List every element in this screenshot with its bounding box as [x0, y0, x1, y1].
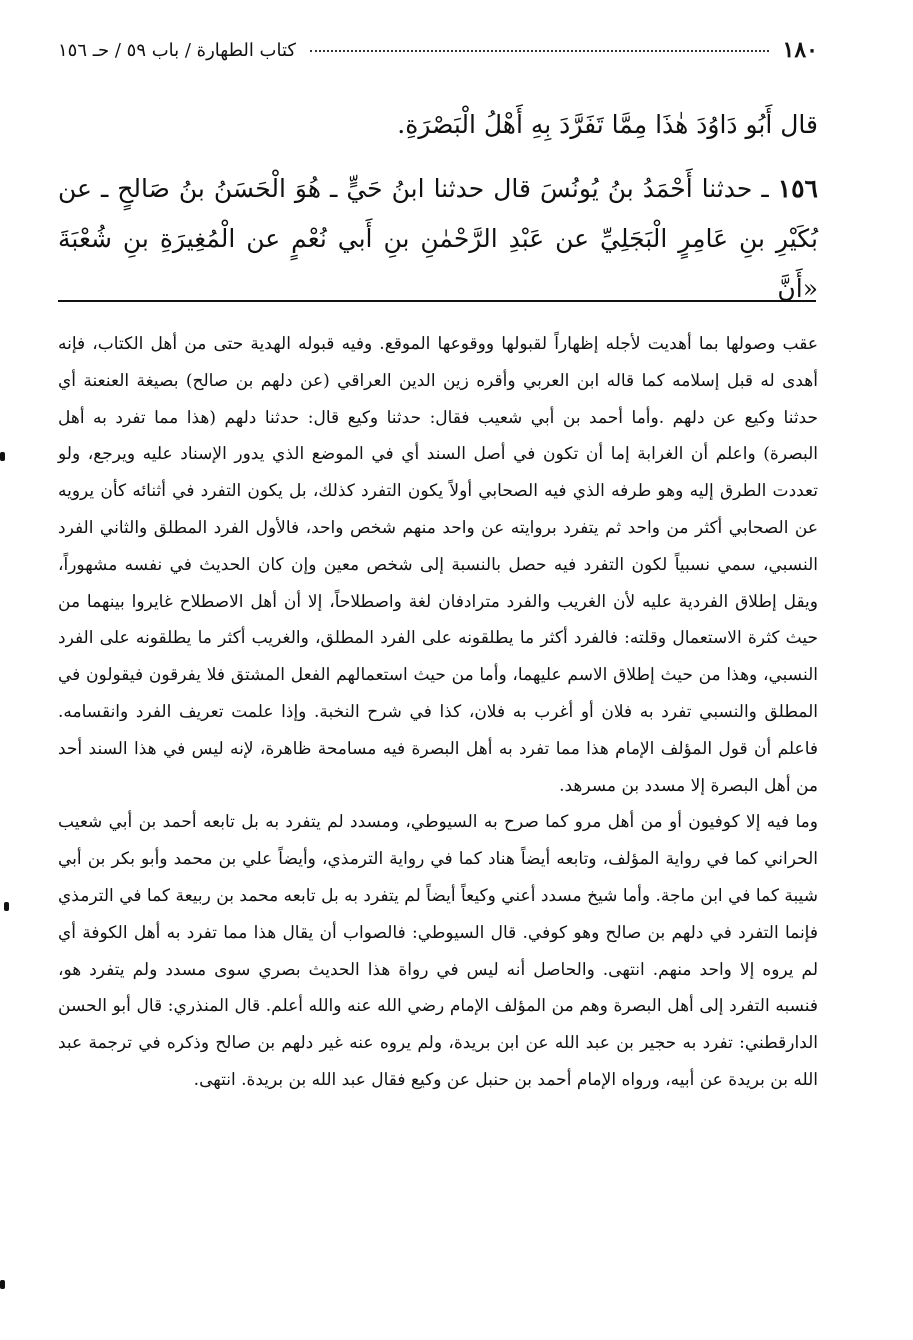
hadith-isnad-text: ـ حدثنا أَحْمَدُ بنُ يُونُسَ قال حدثنا ابنُ حَيٍّ ـ هُوَ الْحَسَنُ بنُ صَالحٍ ـ عن بُكَيْرِ بنِ عَامِرٍ الْبَجَلِيِّ عن عَبْدِ الرَّحْمٰنِ بنِ أَبي نُعْمٍ عن الْمُغِيرَةِ بنِ شُعْبَةَ «أَنَّ: [58, 174, 819, 303]
hadith-main-text: [58, 100, 818, 314]
header-dotted-leader: [310, 49, 769, 52]
page-number: ١٨٠: [782, 37, 818, 63]
hadith-paragraph: [58, 164, 818, 314]
commentary-text: [58, 326, 818, 1099]
book-page: [58, 30, 818, 1320]
margin-ink-mark: [0, 452, 5, 461]
running-header: [58, 30, 818, 70]
margin-ink-mark: [0, 1280, 5, 1289]
footnote-separator-line: [58, 300, 816, 302]
chapter-title: كتاب الطهارة / باب ٥٩ / حـ ١٥٦: [58, 39, 296, 61]
commentary-paragraph: وما فيه إلا كوفيون أو من أهل مرو كما صرح به السيوطي، ومسدد لم يتفرد به بل تابعه أحمد بن أبي شعيب الحراني كما في رواية المؤلف، وتابعه أيضاً هناد كما في رواية الترمذي، وأيضاً علي بن محمد وأبو بكر بن أبي شيبة كما في ابن ماجة. وأما شيخ مسدد أعني وكيعاً أيضاً لم يتفرد به بل تابعه محمد بن ربيعة كما في الترمذي فإنما التفرد في دلهم بن صالح وهو كوفي. قال السيوطي: فالصواب أن يقال هذا مما تفرد به أهل الكوفة أي لم يروه إلا واحد منهم. انتهى. والحاصل أنه ليس في رواة هذا الحديث بصري سوى مسدد ولم يتفرد هو، فنسبه التفرد إلى أهل البصرة وهم من المؤلف الإمام رضي الله عنه والله أعلم. قال المنذري: قال أبو الحسن الدارقطني: تفرد به حجير بن عبد الله عن ابن بريدة، ولم يروه عنه غير دلهم بن صالح وذكره في ترجمة عبد الله بن بريدة عن أبيه، ورواه الإمام أحمد بن حنبل عن وكيع فقال عبد الله بن بريدة. انتهى.: [58, 812, 819, 1090]
margin-ink-mark: [4, 902, 9, 911]
abu-dawud-remark: قال أَبُو دَاوُدَ هٰذَا مِمَّا تَفَرَّدَ بِهِ أَهْلُ الْبَصْرَةِ.: [397, 110, 818, 139]
hadith-number: ١٥٦: [777, 174, 818, 203]
commentary-paragraph: عقب وصولها بما أهديت لأجله إظهاراً لقبولها ووقوعها الموقع. وفيه قبوله الهدية حتى من أهل الكتاب، فإنه أهدى له قبل إسلامه كما قاله ابن العربي وأقره زين الدين العراقي (عن دلهم بن صالح) بصيغة العنعنة أي حدثنا وكيع عن دلهم .وأما أحمد بن أبي شعيب فقال: حدثنا وكيع قال: حدثنا دلهم (هذا مما تفرد به أهل البصرة) واعلم أن الغرابة إما أن تكون في أصل السند أي في الموضع الذي يدور الإسناد عليه ويرجع، ولو تعددت الطرق إليه وهو طرفه الذي فيه الصحابي أولاً يكون التفرد كذلك، بل يكون التفرد في أثنائه كأن يرويه عن الصحابي أكثر من واحد ثم يتفرد بروايته عن واحد منهم شخص واحد، فالأول الفرد المطلق والثاني الفرد النسبي، سمي نسبياً لكون التفرد فيه حصل بالنسبة إلى شخص معين وإن كان الحديث في نفسه مشهوراً، ويقل إطلاق الفردية عليه لأن الغريب والفرد مترادفان لغة واصطلاحاً، إلا أن أهل الاصطلاح غايروا بينهما من حيث كثرة الاستعمال وقلته: فالفرد أكثر ما يطلقونه على الفرد المطلق، والغريب أكثر ما يطلقونه على الفرد النسبي، وهذا من حيث إطلاق الاسم عليهما، وأما من حيث استعمالهم الفعل المشتق فلا يفرقون فيقولون في المطلق والنسبي تفرد به فلان أو أغرب به فلان، كذا في شرح النخبة. وإذا علمت تعريف الفرد وانقسامه. فاعلم أن قول المؤلف الإمام هذا مما تفرد به أهل البصرة فيه مسامحة ظاهرة، لإنه ليس في هذا السند أحد من أهل البصرة إلا مسدد بن مسرهد.: [58, 334, 818, 796]
